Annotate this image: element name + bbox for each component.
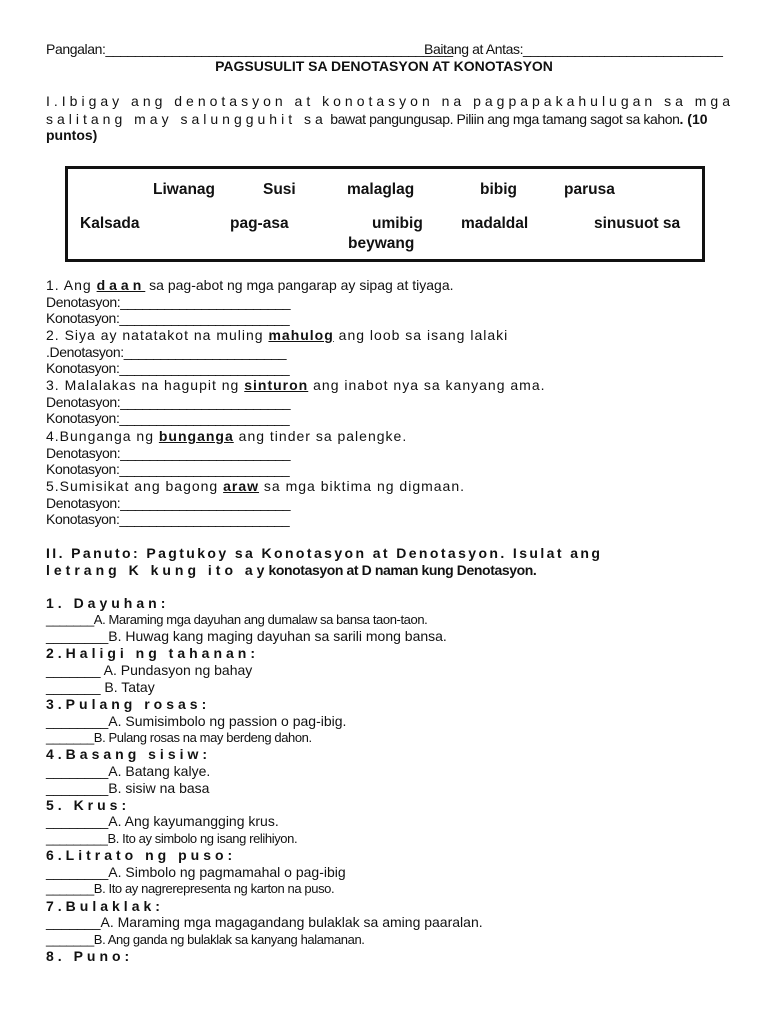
part2-instruction-line1: II. Panuto: Pagtukoy sa Konotasyon at Denotasyon. Isulat ang [46,545,603,561]
answer-line-b[interactable]: _______B. Ito ay nagrerepresenta ng karton na puso. [46,881,335,896]
choice-word: Liwanag [153,181,216,198]
answer-line-b[interactable]: _______B. Ang ganda ng bulaklak sa kanyang halamanan. [46,932,365,947]
part2-item-heading: 7.Bulaklak: [46,898,164,914]
answer-line-a[interactable]: _______A. Maraming mga dayuhan ang dumalaw sa bansa taon-taon. [46,612,428,627]
part1-instruction-line2: salitang may salungguhit sa bawat pangungusap. Piliin ang mga tamang sagot sa kahon. (10 [46,111,708,127]
answer-line-b[interactable]: ________B. sisiw na basa [46,780,210,796]
part1-item-sentence: 5.Sumisikat ang bagong araw sa mga biktima ng digmaan. [46,478,466,494]
denotasyon-field[interactable]: Denotasyon:_______________________ [46,495,291,511]
answer-line-b[interactable]: _______B. Pulang rosas na may berdeng dahon. [46,730,312,745]
konotasyon-field[interactable]: Konotasyon:_______________________ [46,461,290,477]
choice-word: parusa [564,181,615,198]
choice-word: sinusuot sa [594,215,681,232]
grade-section-field[interactable]: Baitang at Antas:___________________________ [424,41,723,57]
choice-word: beywang [348,235,415,252]
part2-item-heading: 2.Haligi ng tahanan: [46,645,260,661]
denotasyon-field[interactable]: Denotasyon:_______________________ [46,394,291,410]
choice-word: Kalsada [80,215,140,232]
choice-word: bibig [480,181,518,198]
konotasyon-field[interactable]: Konotasyon:_______________________ [46,410,290,426]
part2-item-heading: 3.Pulang rosas: [46,696,211,712]
part2-item-heading: 4.Basang sisiw: [46,746,212,762]
choice-word: umibig [372,215,423,232]
denotasyon-field[interactable]: Denotasyon:_______________________ [46,294,291,310]
part1-item-sentence: 4.Bunganga ng bunganga ang tinder sa palengke. [46,428,408,444]
answer-line-b[interactable]: _______ B. Tatay [46,679,155,695]
answer-line-a[interactable]: _______ A. Pundasyon ng bahay [46,662,253,678]
konotasyon-field[interactable]: Konotasyon:_______________________ [46,310,290,326]
choice-word: madaldal [461,215,529,232]
denotasyon-field[interactable]: .Denotasyon:______________________ [46,344,287,360]
part2-item-heading: 8. Puno: [46,948,134,964]
answer-line-a[interactable]: ________A. Simbolo ng pagmamahal o pag-ibig [46,864,346,880]
choice-word: pag-asa [230,215,289,232]
answer-line-a[interactable]: _______A. Maraming mga magagandang bulaklak sa aming paaralan. [46,914,483,930]
part1-item-sentence: 3. Malalakas na hagupit ng sinturon ang inabot nya sa kanyang ama. [46,377,546,393]
answer-line-a[interactable]: ________A. Batang kalye. [46,763,211,779]
page-title: PAGSUSULIT SA DENOTASYON AT KONOTASYON [215,58,553,74]
answer-line-a[interactable]: ________A. Sumisimbolo ng passion o pag-ibig. [46,713,347,729]
answer-line-a[interactable]: ________A. Ang kayumangging krus. [46,813,279,829]
name-field[interactable]: Pangalan:_______________________________________________ [46,41,453,57]
answer-line-b[interactable]: ________B. Huwag kang maging dayuhan sa sarili mong bansa. [46,628,447,644]
answer-line-b[interactable]: _________B. Ito ay simbolo ng isang relihiyon. [46,831,298,846]
part1-item-sentence: 1. Ang daan sa pag-abot ng mga pangarap ay sipag at tiyaga. [46,277,454,293]
denotasyon-field[interactable]: Denotasyon:_______________________ [46,445,291,461]
part1-instruction-line3: puntos) [46,127,98,143]
part2-item-heading: 6.Litrato ng puso: [46,847,237,863]
part1-item-sentence: 2. Siya ay natatakot na muling mahulog ang loob sa isang lalaki [46,327,509,343]
konotasyon-field[interactable]: Konotasyon:_______________________ [46,360,290,376]
choice-word: Susi [263,181,296,198]
part2-item-heading: 1. Dayuhan: [46,595,170,611]
part2-instruction-line2: letrang K kung ito aykonotasyon at D naman kung Denotasyon. [46,562,537,578]
konotasyon-field[interactable]: Konotasyon:_______________________ [46,511,290,527]
part1-instruction-line1: I.Ibigay ang denotasyon at konotasyon na pagpapakahulugan sa mga [46,93,734,109]
part2-item-heading: 5. Krus: [46,797,131,813]
choice-word: malaglag [347,181,415,198]
